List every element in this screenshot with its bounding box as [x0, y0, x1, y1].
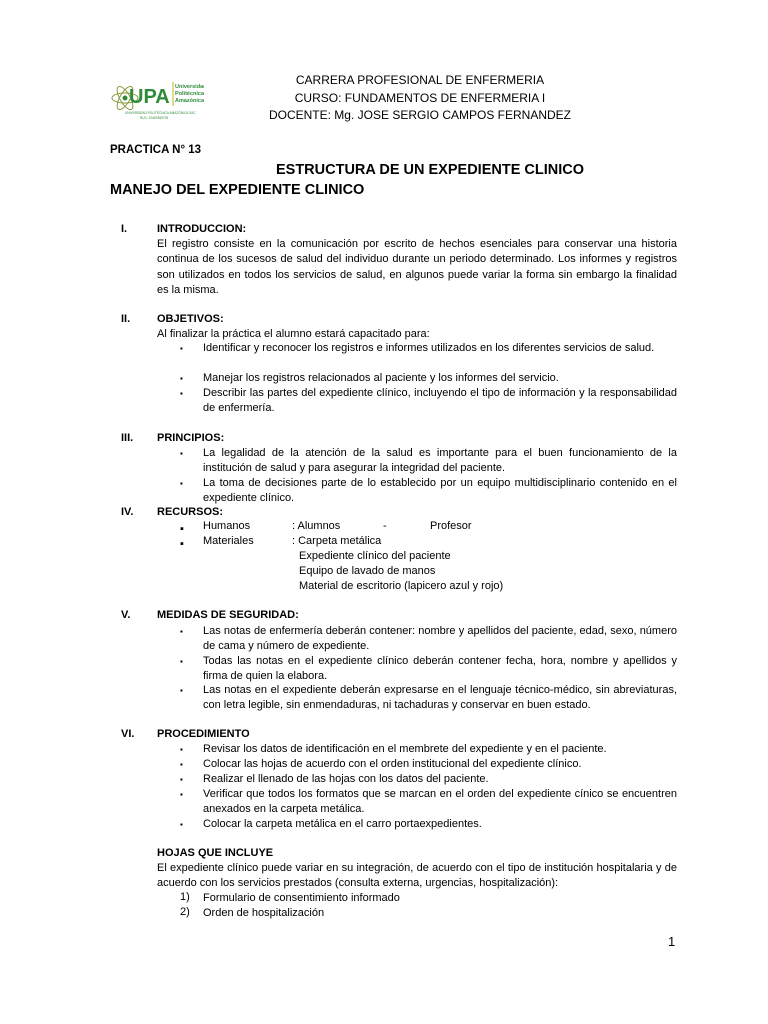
hojas-title: HOJAS QUE INCLUYE [157, 847, 274, 859]
section-number: V. [121, 609, 131, 621]
list-number: 1) [180, 891, 190, 903]
humanos-value: : Alumnos [292, 520, 341, 532]
bullet-mark: ▪ [180, 686, 183, 695]
list-item: La toma de decisiones parte de lo establecido por un equipo multidisciplinario contenido en el expediente clínico. [203, 477, 677, 505]
logo-name-line2: Politécnica [175, 91, 204, 97]
humanos-label: Humanos [203, 520, 251, 532]
bullet-mark: ▪ [180, 820, 183, 829]
humanos-value2: Profesor [430, 520, 472, 532]
section-title-introduccion: INTRODUCCION: [157, 223, 247, 235]
materiales-item: Equipo de lavado de manos [299, 565, 436, 577]
logo-name-line3: Amazónica [175, 98, 204, 104]
bullet-mark: ▪ [180, 538, 184, 550]
section-number: VI. [121, 728, 135, 740]
materiales-label: Materiales [203, 535, 254, 547]
section-number: IV. [121, 506, 134, 518]
list-item: Revisar los datos de identificación en el membrete del expediente y en el paciente. [203, 743, 607, 755]
bullet-mark: ▪ [180, 775, 183, 784]
list-item: Colocar las hojas de acuerdo con el orden institucional del expediente clínico. [203, 758, 582, 770]
bullet-mark: ▪ [180, 479, 183, 488]
section-title-procedimiento: PROCEDIMIENTO [157, 728, 250, 740]
list-item: Manejar los registros relacionados al paciente y los informes del servicio. [203, 372, 559, 384]
list-item: Describir las partes del expediente clínico, incluyendo el tipo de información y la responsabilidad de enfermería. [203, 387, 677, 415]
materiales-item: Material de escritorio (lapicero azul y rojo) [299, 580, 504, 592]
logo-name-line1: Universidad [175, 84, 204, 90]
objetivos-intro: Al finalizar la práctica el alumno estará capacitado para: [157, 328, 430, 340]
practice-number: PRACTICA N° 13 [110, 144, 202, 156]
bullet-mark: ▪ [180, 627, 183, 636]
materiales-item: : Carpeta metálica [292, 535, 382, 547]
list-item: Todas las notas en el expediente clínico deberán contener fecha, hora, nombre y apellidos y firma de quien la elabora. [203, 655, 677, 683]
bullet-mark: ▪ [180, 374, 183, 383]
hojas-text: El expediente clínico puede variar en su integración, de acuerdo con el tipo de institución hospitalaria y de acuerdo con los servicios prestados (consulta externa, urgencias, hospitalización): [157, 862, 677, 890]
section-title-medidas: MEDIDAS DE SEGURIDAD: [157, 609, 299, 621]
bullet-mark: ▪ [180, 523, 184, 535]
logo-ruc: RUC: 20487869725 [140, 116, 169, 120]
bullet-mark: ▪ [180, 760, 183, 769]
list-item: Colocar la carpeta metálica en el carro portaexpedientes. [203, 818, 482, 830]
bullet-mark: ▪ [180, 449, 183, 458]
bullet-mark: ▪ [180, 344, 183, 353]
document-title: ESTRUCTURA DE UN EXPEDIENTE CLINICO [275, 162, 584, 178]
bullet-mark: ▪ [180, 790, 183, 799]
list-item: Las notas en el expediente deberán expresarse en el lenguaje técnico-médico, sin abreviaturas, con letra legible, sin enmendaduras, ni tachaduras y conservar en buen estado. [203, 684, 677, 712]
section-title-objetivos: OBJETIVOS: [157, 313, 224, 325]
list-item: Identificar y reconocer los registros e informes utilizados en los diferentes servicios de salud. [203, 342, 655, 354]
list-item: Orden de hospitalización [203, 907, 325, 919]
section-title-principios: PRINCIPIOS: [157, 432, 225, 444]
list-item: Formulario de consentimiento informado [203, 892, 400, 904]
section-number: III. [121, 432, 134, 444]
header-course: CURSO: FUNDAMENTOS DE ENFERMERIA I [294, 91, 546, 105]
logo-sub: UNIVERSIDAD POLITÉCNICA AMAZÓNICA SAC [125, 111, 196, 115]
list-item: Las notas de enfermería deberán contener: nombre y apellidos del paciente, edad, sexo, número de cama y número de expediente. [203, 625, 677, 653]
humanos-dash: - [383, 520, 387, 532]
list-number: 2) [180, 906, 190, 918]
list-item: La legalidad de la atención de la salud es importante para el buen funcionamiento de la institución de salud y para asegurar la integridad del paciente. [203, 447, 677, 475]
document-subtitle: MANEJO DEL EXPEDIENTE CLINICO [110, 182, 365, 198]
page-number: 1 [668, 934, 676, 949]
materiales-item: Expediente clínico del paciente [299, 550, 451, 562]
section-title-recursos: RECURSOS: [157, 506, 224, 518]
bullet-mark: ▪ [180, 389, 183, 398]
section-number: I. [121, 223, 128, 235]
header-teacher: DOCENTE: Mg. JOSE SERGIO CAMPOS FERNANDEZ [268, 108, 572, 122]
header-career: CARRERA PROFESIONAL DE ENFERMERIA [295, 73, 545, 87]
logo-letters: UPA [129, 86, 170, 108]
introduccion-text: El registro consiste en la comunicación por escrito de hechos esenciales para conservar una historia continua de los sucesos de salud del individuo durante un periodo determinado. Los informes y registros son utilizados en todos los servicios de salud, en algunos puede variar la forma sin embargo la finalidad es la misma. [157, 238, 677, 296]
bullet-mark: ▪ [180, 745, 183, 754]
bullet-mark: ▪ [180, 657, 183, 666]
list-item: Verificar que todos los formatos que se marcan en el orden del expediente cínico se encuentren anexados en la carpeta metálica. [203, 788, 677, 816]
list-item: Realizar el llenado de las hojas con los datos del paciente. [203, 773, 489, 785]
section-number: II. [121, 313, 131, 325]
